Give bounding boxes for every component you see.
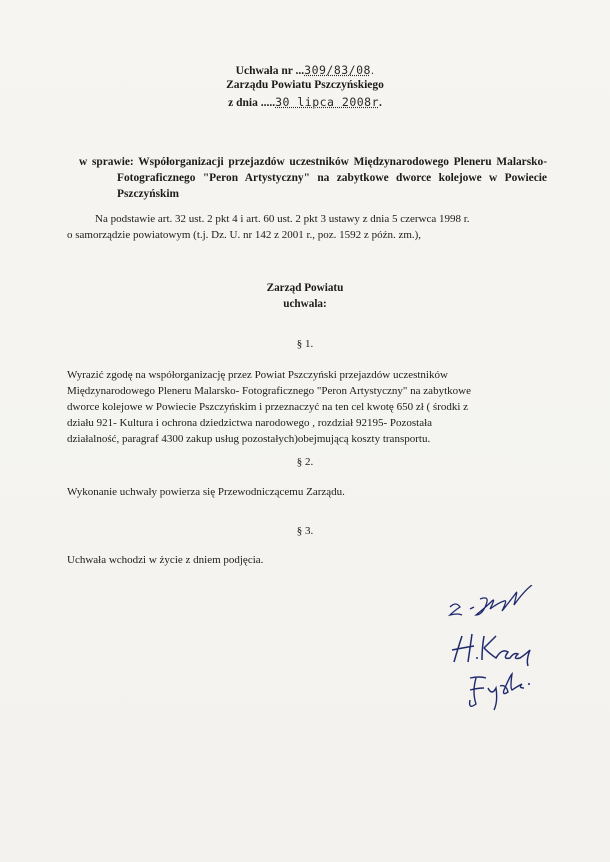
section-3-mark: § 3. <box>296 525 314 537</box>
resolution-date-line: z dnia .....30 lipca 2008r. <box>228 95 382 109</box>
subject-block <box>79 154 547 202</box>
section-1-line-1: Wyrazić zgodę na współorganizację przez Powiat Pszczyński przejazdów uczestników <box>67 369 448 381</box>
section-1-line-3: dworce kolejowe w Powiecie Pszczyńskim i przeznaczyć na ten cel kwotę 650 zł ( środki z <box>67 401 469 413</box>
legal-basis-line-2: o samorządzie powiatowym (t.j. Dz. U. nr 142 z 2001 r., poz. 1592 z późn. zm.), <box>67 229 422 241</box>
signature-3 <box>462 668 552 714</box>
section-1-line-5: działalność, paragraf 4300 zakup usług pozostałych)obejmującą koszty transportu. <box>67 433 431 445</box>
section-1-line-4: działu 921- Kultura i ochrona dziedzictwa narodowego , rozdział 92195- Pozostała <box>67 417 433 429</box>
section-1-line-2: Międzynarodowego Pleneru Malarsko- Fotograficznego "Peron Artystyczny" na zabytkowe <box>67 385 471 397</box>
legal-basis-line-1: Na podstawie art. 32 ust. 2 pkt 4 i art. 60 ust. 2 pkt 3 ustawy z dnia 5 czerwca 1998 r. <box>95 213 470 225</box>
signature-2 <box>448 628 548 668</box>
section-1-mark: § 1. <box>296 338 314 350</box>
resolution-number-line: Uchwała nr ...309/83/08. <box>235 63 375 77</box>
subject-lead: w sprawie: <box>79 156 134 168</box>
date-label: z dnia ..... <box>228 97 276 109</box>
resolution-number-label: Uchwała nr ... <box>235 65 305 77</box>
signature-1 <box>440 585 550 625</box>
board-decides: uchwala: <box>283 298 327 310</box>
resolution-date-handwritten: 30 lipca 2008r <box>275 95 380 109</box>
board-title: Zarząd Powiatu <box>266 282 344 294</box>
section-2-line-1: Wykonanie uchwały powierza się Przewodniczącemu Zarządu. <box>67 486 345 498</box>
section-3-line-1: Uchwała wchodzi w życie z dniem podjęcia. <box>67 554 264 566</box>
resolution-number-handwritten: 309/83/08 <box>304 63 371 77</box>
section-2-mark: § 2. <box>296 456 314 468</box>
subject-text: Współorganizacji przejazdów uczestników Międzynarodowego Pleneru Malarsko- Fotograficznego "Peron Artystyczny" na zabytkowe dworce kolejowe w Powiecie Pszczyńskim <box>117 156 547 200</box>
issuing-body: Zarządu Powiatu Pszczyńskiego <box>226 79 384 91</box>
